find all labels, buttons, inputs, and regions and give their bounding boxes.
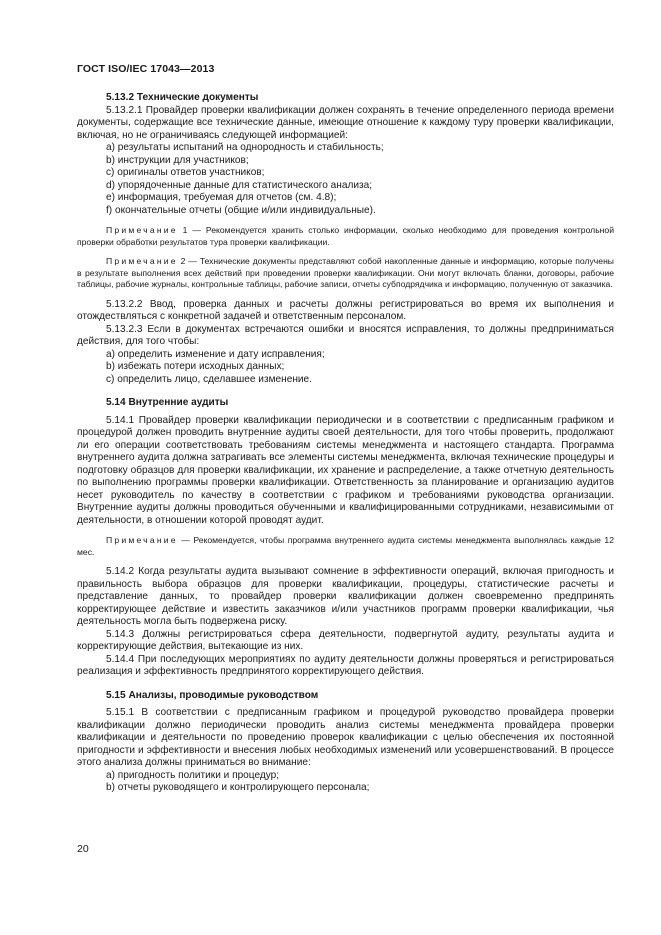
note-label: Примечание: [106, 256, 178, 266]
list-item: c) оригиналы ответов участников;: [106, 167, 265, 178]
list-item: f) окончательные отчеты (общие и/или индивидуальные).: [106, 204, 376, 216]
note-text: — Рекомендуется, чтобы программа внутреннего аудита системы менеджмента выполнялась каждые 12 мес.: [77, 535, 614, 557]
paragraph-5-13-2-1: 5.13.2.1 Провайдер проверки квалификации должен сохранять в течение определенного периода времени документы, содержащие все технические данные, имеющие отношение к каждому туру проверки квалификации, включая, но не ограничиваясь следующей информацией:: [77, 104, 614, 141]
page-number: 20: [77, 843, 89, 855]
list-item: b) избежать потери исходных данных;: [106, 361, 285, 372]
paragraph-5-14-3: 5.14.3 Должны регистрироваться сфера деятельности, подвергнутой аудиту, результаты аудита и корректирующие действия, вытекающие из них.: [77, 628, 614, 652]
note-text: 2 — Технические документы представляют собой накопленные данные и информацию, которые получены в результате выполнения всех действий при проведении проверки квалификации. Они могут включать бланки, договоры, рабочие таблицы, рабочие журналы, контрольные таблицы, рабочие записи, отчеты субподрядчика и информацию, полученную от заказчика.: [77, 256, 614, 289]
paragraph-5-14-2: 5.14.2 Когда результаты аудита вызывают сомнение в эффективности операций, включая пригодность и правильность выбора образцов для проверки квалификации, процедуры, статистические расчеты и представление данных, то провайдер проверки квалификации должен своевременно предпринять корректирующее действие и известить заказчиков и/или участников программ проверки квалификации, чья деятельность могла быть подвержена риску.: [77, 566, 614, 627]
paragraph-5-14-1: 5.14.1 Провайдер проверки квалификации периодически и в соответствии с предписанным графиком и процедурой должен проводить внутренние аудиты своей деятельности, для того чтобы проверить, продолжают ли его операции соответствовать требованиям системы менеджмента и настоящего стандарта. Программа внутреннего аудита должна затрагивать все элементы системы менеджмента, включая технические процедуры и подготовку образцов для проверки квалификации, их хранение и распределение, а также отчетную деятельность по выполнению программы проверки квалификации. Ответственность за планирование и организацию аудитов несет руководитель по качеству в соответствии с графиком и требованиями руководства организации. Внутренние аудиты должны проводиться обученными и квалифицированными сотрудниками, независимыми от деятельности, в отношении которой проводят аудит.: [77, 414, 614, 526]
list-item: b) отчеты руководящего и контролирующего персонала;: [106, 782, 370, 793]
note-label: Примечание: [106, 535, 178, 545]
list-item: a) результаты испытаний на однородность и стабильность;: [106, 142, 384, 153]
list-item: d) упорядоченные данные для статистического анализа;: [106, 179, 373, 191]
paragraph-5-15-1: 5.15.1 В соответствии с предписанным графиком и процедурой руководство провайдера проверки квалификации должно периодически проводить анализ системы менеджмента провайдера проверки квалификации и деятельности по проведению проверок квалификации с целью обеспечения их постоянной пригодности и эффективности и внесения любых необходимых изменений или усовершенствований. В процессе этого анализа должны приниматься во внимание:: [77, 707, 614, 768]
note-1: [77, 225, 614, 248]
list-item: a) пригодность политики и процедур;: [106, 769, 280, 781]
document-header: ГОСТ ISO/IEC 17043—2013: [77, 63, 215, 75]
paragraph-5-14-4: 5.14.4 При последующих мероприятиях по аудиту деятельности должны проверяться и регистрироваться реализация и эффективность предпринятого корректирующего действия.: [77, 653, 614, 677]
paragraph-5-13-2-3: 5.13.2.3 Если в документах встречаются ошибки и вносятся исправления, то должны предприниматься действия, для того чтобы:: [77, 323, 614, 347]
note-text: 1 — Рекомендуется хранить столько информации, сколько необходимо для проведения контрольной проверки обработки результатов тура проверки квалификации.: [77, 225, 614, 247]
list-item: b) инструкции для участников;: [106, 154, 249, 166]
list-item: c) определить лицо, сделавшее изменение.: [106, 373, 312, 385]
paragraph-5-13-2-2: 5.13.2.2 Ввод, проверка данных и расчеты должны регистрироваться во время их выполнения и отождествляться с конкретной задачей и ответственным персоналом.: [77, 298, 614, 322]
section-heading-5-15: 5.15 Анализы, проводимые руководством: [106, 689, 319, 701]
section-heading-5-13-2: 5.13.2 Технические документы: [106, 92, 259, 103]
section-heading-5-14: 5.14 Внутренние аудиты: [106, 397, 229, 408]
note-label: Примечание: [106, 225, 178, 235]
document-body: [77, 92, 614, 795]
note-2: [77, 256, 614, 291]
note: [77, 535, 614, 558]
list-item: a) определить изменение и дату исправления;: [106, 348, 325, 360]
list-item: e) информация, требуемая для отчетов (см. 4.8);: [106, 192, 337, 203]
